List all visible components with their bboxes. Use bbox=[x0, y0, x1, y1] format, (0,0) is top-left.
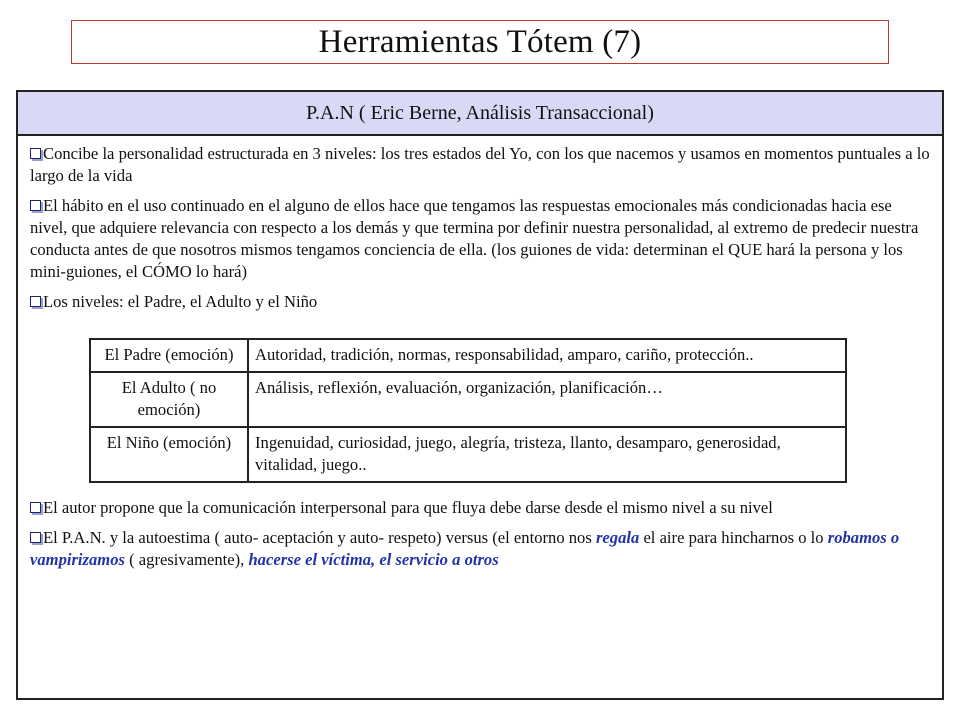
content-panel bbox=[16, 90, 944, 700]
table-row bbox=[90, 372, 846, 427]
table-row bbox=[90, 427, 846, 482]
niveles-table bbox=[89, 338, 847, 483]
table-cell-nivel: El Padre (emoción) bbox=[90, 339, 248, 372]
highlight-text: robamos o vampirizamos bbox=[30, 528, 900, 569]
checkbox-bullet-icon bbox=[30, 532, 41, 543]
table-cell-nivel: El Niño (emoción) bbox=[90, 427, 248, 482]
table-cell-descripcion: Ingenuidad, curiosidad, juego, alegría, tristeza, llanto, desamparo, generosidad, vitalidad, juego.. bbox=[248, 427, 846, 482]
highlight-text: regala bbox=[595, 528, 640, 547]
title-box bbox=[71, 20, 889, 64]
bullet-item bbox=[30, 291, 931, 313]
table-cell-nivel: El Adulto ( no emoción) bbox=[90, 372, 248, 427]
table-cell-descripcion: Autoridad, tradición, normas, responsabilidad, amparo, cariño, protección.. bbox=[248, 339, 846, 372]
slide-title: Herramientas Tótem (7) bbox=[318, 23, 642, 60]
bullet-item bbox=[30, 143, 931, 187]
bullet-text: Los niveles: el Padre, el Adulto y el Niño bbox=[43, 292, 318, 311]
checkbox-bullet-icon bbox=[30, 148, 41, 159]
table-cell-descripcion: Análisis, reflexión, evaluación, organización, planificación… bbox=[248, 372, 846, 427]
highlight-text: hacerse el víctima, el servicio a otros bbox=[248, 550, 499, 569]
bullet-text-part: El P.A.N. y la autoestima ( auto- aceptación y auto- respeto) versus (el entorno nos bbox=[43, 528, 596, 547]
bullet-text: El hábito en el uso continuado en el alguno de ellos hace que tengamos las respuestas emocionales más condicionadas hacia ese nivel, que adquiere relevancia con respecto a los demás y que termina por definir nuestra personalidad, al extremo de predecir nuestra conducta antes de que nosotros mismos tengamos conciencia de ella. (los guiones de vida: determinan el QUE hará la persona y los mini-guiones, el CÓMO lo hará) bbox=[30, 196, 919, 281]
bullet-item bbox=[30, 527, 931, 571]
bullet-text: Concibe la personalidad estructurada en 3 niveles: los tres estados del Yo, con los que nacemos y usamos en momentos puntuales a lo largo de la vida bbox=[30, 144, 930, 185]
bullet-item bbox=[30, 195, 931, 283]
bullet-text-part: el aire para hincharnos o lo bbox=[639, 528, 828, 547]
bullet-item bbox=[30, 497, 931, 519]
bullet-text: El autor propone que la comunicación interpersonal para que fluya debe darse desde el mismo nivel a su nivel bbox=[43, 498, 773, 517]
checkbox-bullet-icon bbox=[30, 200, 41, 211]
checkbox-bullet-icon bbox=[30, 502, 41, 513]
table-row bbox=[90, 339, 846, 372]
bullet-text-part: ( agresivamente), bbox=[124, 550, 249, 569]
checkbox-bullet-icon bbox=[30, 296, 41, 307]
panel-header: P.A.N ( Eric Berne, Análisis Transaccional) bbox=[18, 92, 942, 136]
panel-content bbox=[18, 136, 942, 571]
